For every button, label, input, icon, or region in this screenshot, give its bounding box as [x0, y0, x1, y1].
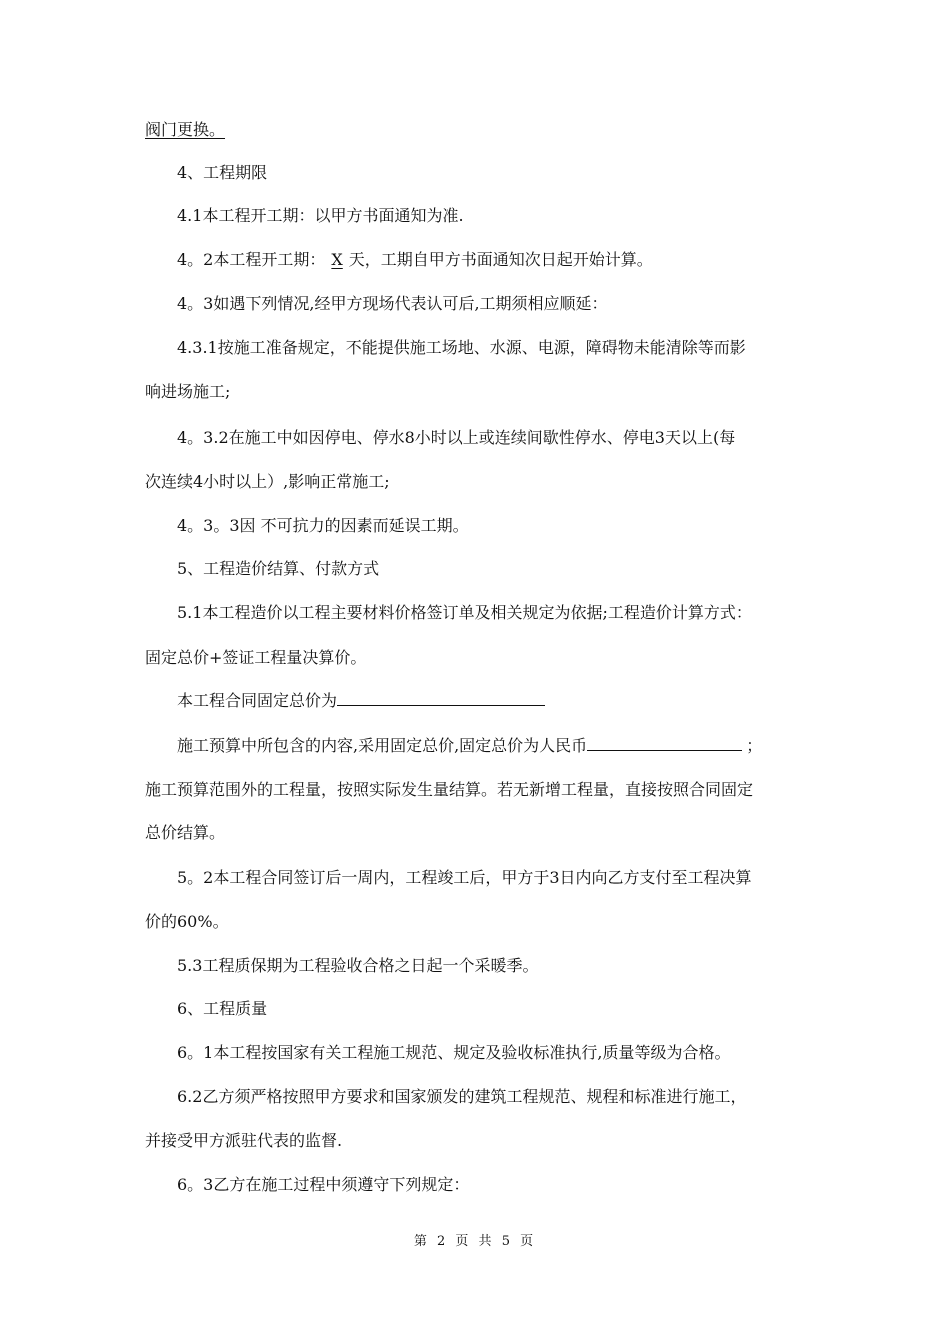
- clause-6-2: 6.2乙方须严格按照甲方要求和国家颁发的建筑工程规范、规程和标准进行施工，: [177, 1087, 747, 1106]
- clause-4-3-2: 4。3.2在施工中如因停电、停水8小时以上或连续间歇性停水、停电3天以上(每: [177, 428, 736, 447]
- section-heading-4: 4、工程期限: [177, 163, 268, 182]
- clause-text: 天，工期自甲方书面通知次日起开始计算。: [348, 250, 653, 269]
- clause-6-1: 6。1本工程按国家有关工程施工规范、规定及验收标准执行,质量等级为合格。: [177, 1043, 731, 1062]
- text-line: [0, 118, 950, 142]
- clause-4-3: 4。3如遇下列情况,经甲方现场代表认可后,工期须相应顺延：: [177, 294, 608, 313]
- clause-4-3-3: 4。3。3因 不可抗力的因素而延误工期。: [177, 516, 469, 535]
- continued-text: 阀门更换。: [145, 120, 226, 139]
- clause-text: ；: [746, 736, 763, 755]
- fill-blank: [337, 689, 545, 706]
- fill-blank: [587, 734, 742, 751]
- clause-4-3-1: 4.3.1按施工准备规定，不能提供施工场地、水源、电源，障碍物未能清除等而影: [177, 338, 746, 357]
- budget-line-cont: 施工预算范围外的工程量，按照实际发生量结算。若无新增工程量，直接按照合同固定: [145, 780, 754, 799]
- clause-5-1: 5.1本工程造价以工程主要材料价格签订单及相关规定为依据;工程造价计算方式：: [177, 603, 752, 622]
- clause-5-1-cont: 固定总价+签证工程量决算价。: [145, 648, 367, 667]
- clause-5-3: 5.3工程质保期为工程验收合格之日起一个采暖季。: [177, 956, 539, 975]
- page-footer: 第 2 页 共 5 页: [413, 1234, 537, 1249]
- clause-5-2: 5。2本工程合同签订后一周内，工程竣工后，甲方于3日内向乙方支付至工程决算: [177, 868, 752, 887]
- clause-6-3: 6。3乙方在施工过程中须遵守下列规定：: [177, 1175, 470, 1194]
- filled-value: X: [331, 250, 343, 269]
- section-heading-5: 5、工程造价结算、付款方式: [177, 559, 380, 578]
- clause-text: 施工预算中所包含的内容,采用固定总价,固定总价为人民币: [177, 736, 588, 755]
- fixed-price-line: [0, 689, 950, 713]
- clause-4-1: 4.1本工程开工期：以甲方书面通知为准.: [177, 206, 464, 225]
- clause-5-2-cont: 价的60%。: [145, 912, 229, 931]
- clause-4-3-2-cont: 次连续4小时以上）,影响正常施工;: [145, 472, 390, 491]
- clause-text: 4。2本工程开工期：: [177, 250, 326, 269]
- clause-6-2-cont: 并接受甲方派驻代表的监督.: [145, 1131, 343, 1150]
- clause-4-2: [0, 248, 950, 272]
- clause-text: 本工程合同固定总价为: [177, 691, 338, 710]
- budget-line-cont: 总价结算。: [145, 823, 226, 842]
- clause-4-3-1-cont: 响进场施工;: [145, 382, 231, 401]
- section-heading-6: 6、工程质量: [177, 999, 268, 1018]
- budget-line: [0, 734, 950, 758]
